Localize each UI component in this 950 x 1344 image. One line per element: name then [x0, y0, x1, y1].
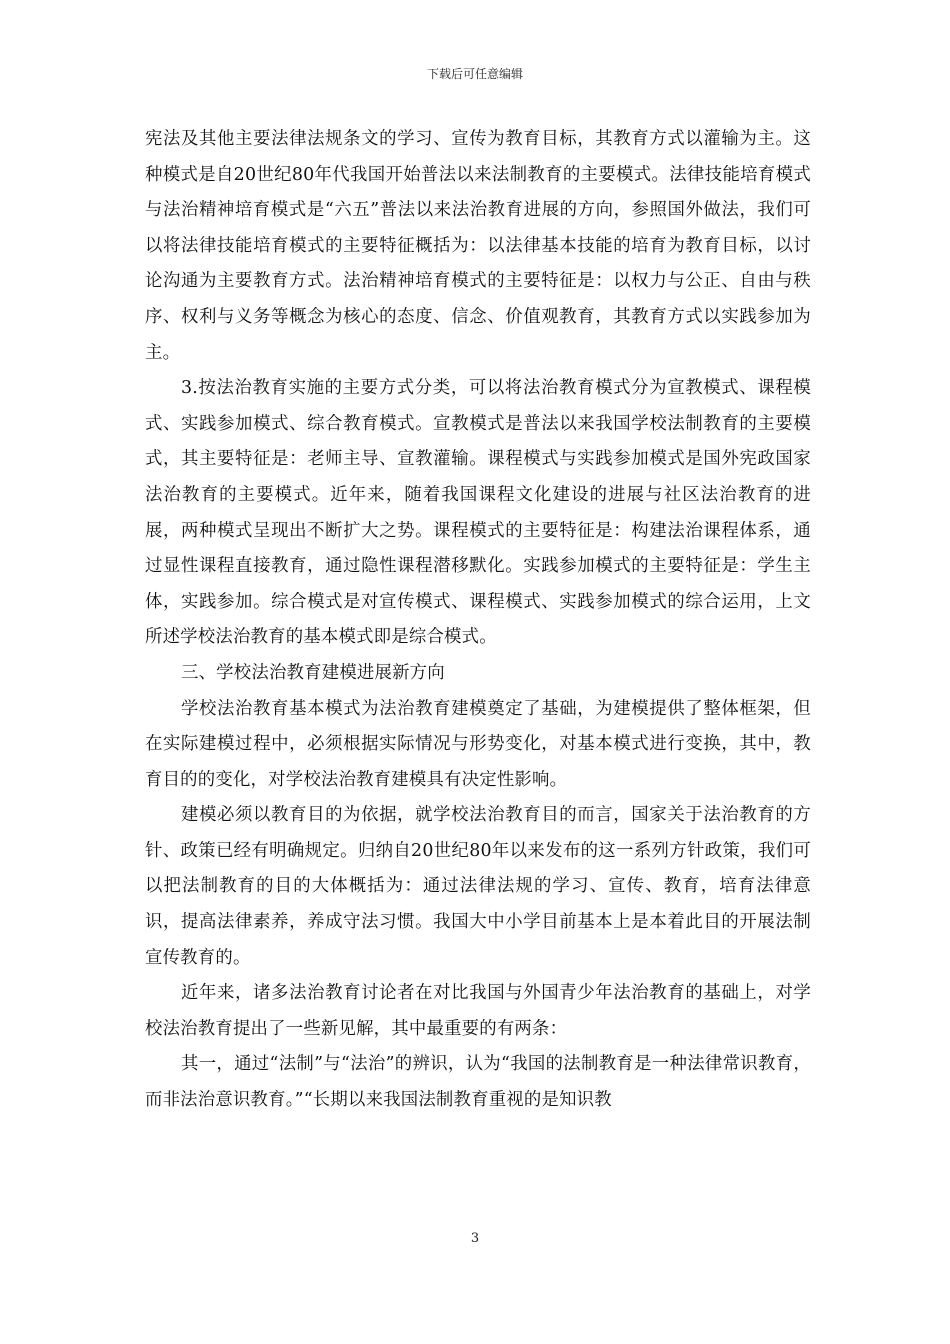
paragraph-5: 近年来，诸多法治教育讨论者在对比我国与外国青少年法治教育的基础上，对学校法治教育提出了一些新见解，其中最重要的有两条：: [145, 983, 811, 1039]
paragraph-1: 宪法及其他主要法律法规条文的学习、宣传为教育目标，其教育方式以灌输为主。这种模式是自20世纪80年代我国开始普法以来法制教育的主要模式。法律技能培育模式与法治精神培育模式是“六五”普法以来法治教育进展的方向，参照国外做法，我们可以将法律技能培育模式的主要特征概括为：以法律基本技能的培育为教育目标，以讨论沟通为主要教育方式。法治精神培育模式的主要特征是：以权力与公正、自由与秩序、权利与义务等概念为核心的态度、信念、价值观教育，其教育方式以实践参加为主。: [145, 129, 811, 363]
paragraph-4: 建模必须以教育目的为依据，就学校法治教育目的而言，国家关于法治教育的方针、政策已经有明确规定。归纳自20世纪80年以来发布的这一系列方针政策，我们可以把法制教育的目的大体概括为：通过法律法规的学习、宣传、教育，培育法律意识，提高法律素养，养成守法习惯。我国大中小学目前基本上是本着此目的开展法制宣传教育的。: [145, 805, 811, 968]
paragraph-3: 学校法治教育基本模式为法治教育建模奠定了基础，为建模提供了整体框架，但在实际建模过程中，必须根据实际情况与形势变化，对基本模式进行变换，其中，教育目的的变化，对学校法治教育建模具有决定性影响。: [145, 698, 811, 790]
page-header: 下载后可任意编辑: [426, 67, 523, 81]
document-body: [145, 122, 811, 1119]
paragraph-2: 3.按法治教育实施的主要方式分类，可以将法治教育模式分为宣教模式、课程模式、实践参加模式、综合教育模式。宣教模式是普法以来我国学校法制教育的主要模式，其主要特征是：老师主导、宣教灌输。课程模式与实践参加模式是国外宪政国家法治教育的主要模式。近年来，随着我国课程文化建设的进展与社区法治教育的进展，两种模式呈现出不断扩大之势。课程模式的主要特征是：构建法治课程体系，通过显性课程直接教育，通过隐性课程潜移默化。实践参加模式的主要特征是：学生主体，实践参加。综合模式是对宣传模式、课程模式、实践参加模式的综合运用，上文所述学校法治教育的基本模式即是综合模式。: [145, 378, 811, 648]
page-number: 3: [470, 1231, 480, 1246]
paragraph-6: 其一，通过“法制”与“法治”的辨识，认为“我国的法制教育是一种法律常识教育，而非法治意识教育。”“长期以来我国法制教育重视的是知识教: [145, 1054, 811, 1111]
section-heading: 三、学校法治教育建模进展新方向: [181, 662, 445, 683]
